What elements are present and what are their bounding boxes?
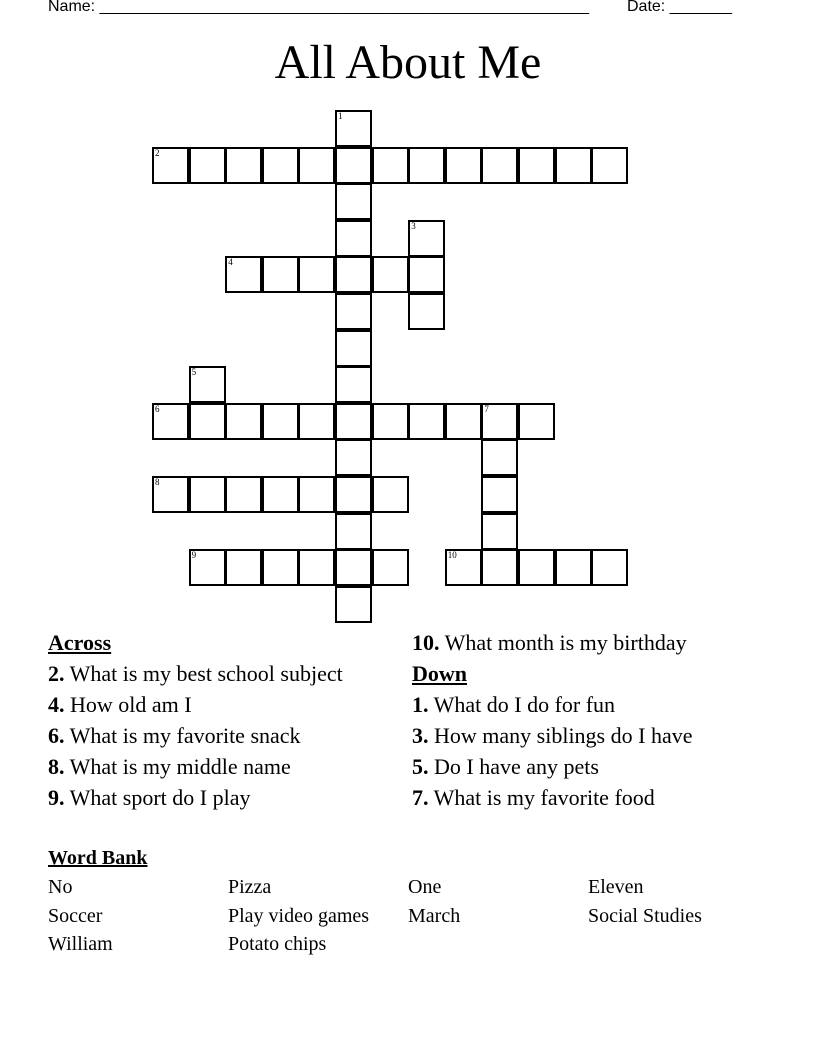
grid-cell[interactable]: [335, 476, 372, 513]
grid-cell[interactable]: [189, 366, 226, 403]
grid-cell[interactable]: [262, 549, 299, 586]
grid-cell[interactable]: [372, 147, 409, 184]
word-bank-item: No: [48, 876, 73, 898]
grid-cell[interactable]: [298, 549, 335, 586]
grid-cell[interactable]: [225, 476, 262, 513]
word-bank-item: Social Studies: [588, 904, 702, 927]
word-bank-item: Pizza: [228, 876, 272, 898]
clue-number: 9.: [48, 785, 65, 810]
clue-column-left: [48, 630, 378, 816]
grid-cell[interactable]: [555, 549, 592, 586]
grid-cell[interactable]: [408, 293, 445, 330]
grid-cell[interactable]: [335, 366, 372, 403]
grid-cell[interactable]: [372, 256, 409, 293]
cell-number: 6: [155, 403, 160, 414]
cell-number: 5: [191, 367, 197, 378]
grid-cell[interactable]: [335, 183, 372, 220]
name-field-label[interactable]: Name: _______________________________________________________: [48, 0, 589, 15]
grid-cell[interactable]: [335, 147, 372, 184]
grid-cell[interactable]: [262, 403, 299, 440]
grid-cell[interactable]: [225, 256, 262, 293]
grid-cell[interactable]: [445, 403, 482, 440]
grid-cell[interactable]: [298, 256, 335, 293]
grid-cell[interactable]: [408, 403, 445, 440]
cell-number: 9: [191, 550, 197, 561]
grid-cell[interactable]: [189, 147, 226, 184]
grid-cell[interactable]: [152, 476, 189, 513]
clue-number: 6.: [48, 723, 65, 748]
grid-cell[interactable]: [335, 513, 372, 550]
word-bank-item: March: [408, 904, 461, 927]
cell-number: 7: [484, 403, 489, 414]
grid-cell[interactable]: [225, 403, 262, 440]
grid-cell[interactable]: [298, 147, 335, 184]
word-bank-heading: Word Bank: [48, 847, 148, 869]
grid-cell[interactable]: [262, 147, 299, 184]
grid-cell[interactable]: [445, 147, 482, 184]
grid-cell[interactable]: [372, 549, 409, 586]
grid-cell[interactable]: [335, 220, 372, 257]
word-bank-item: William: [48, 933, 113, 955]
clue-text: How old am I: [70, 692, 192, 717]
clue-across-10: [412, 630, 752, 655]
grid-cell[interactable]: [298, 403, 335, 440]
grid-cell[interactable]: [152, 403, 189, 440]
word-bank-item: Eleven: [588, 876, 644, 898]
grid-cell[interactable]: [518, 147, 555, 184]
grid-cell[interactable]: [408, 147, 445, 184]
clue-down-1: [412, 692, 752, 717]
clue-text: What sport do I play: [69, 785, 251, 810]
date-field-label[interactable]: Date: _______: [627, 0, 732, 15]
clue-text: How many siblings do I have: [434, 723, 693, 748]
grid-cell[interactable]: [408, 220, 445, 257]
grid-cell[interactable]: [555, 147, 592, 184]
grid-cell[interactable]: [335, 293, 372, 330]
grid-cell[interactable]: [262, 256, 299, 293]
cell-number: 8: [155, 477, 160, 487]
grid-cell[interactable]: [372, 403, 409, 440]
grid-cell[interactable]: [189, 403, 226, 440]
clue-text: What month is my birthday: [444, 630, 687, 655]
clue-number: 3.: [412, 723, 429, 748]
clue-number: 5.: [412, 754, 429, 779]
cell-number: 3: [411, 220, 416, 231]
grid-cell[interactable]: [481, 439, 518, 476]
grid-cell[interactable]: [225, 549, 262, 586]
across-heading: Across: [48, 630, 112, 655]
word-bank-item: Potato chips: [228, 933, 327, 955]
clue-across-9: [48, 785, 378, 810]
clue-down-3: [412, 723, 752, 748]
cell-number: 1: [338, 111, 343, 121]
grid-cell[interactable]: [591, 147, 628, 184]
clue-across-8: [48, 754, 378, 779]
word-bank-item: Soccer: [48, 904, 103, 927]
clue-text: What is my middle name: [69, 754, 291, 779]
clue-text: What is my favorite snack: [69, 723, 301, 748]
grid-cell[interactable]: [262, 476, 299, 513]
clue-across-6: [48, 723, 378, 748]
word-bank-item: One: [408, 876, 442, 898]
clue-across-2: [48, 661, 378, 686]
clue-number: 1.: [412, 692, 429, 717]
clue-number: 2.: [48, 661, 65, 686]
grid-cell[interactable]: [335, 439, 372, 476]
clue-text: Do I have any pets: [434, 754, 599, 779]
grid-cell[interactable]: [591, 549, 628, 586]
grid-cell[interactable]: [481, 403, 518, 440]
word-bank-item: Play video games: [228, 904, 370, 927]
grid-cell[interactable]: [372, 476, 409, 513]
clue-down-5: [412, 754, 752, 779]
clue-column-right: [412, 630, 752, 816]
grid-cell[interactable]: [481, 549, 518, 586]
grid-cell[interactable]: [481, 513, 518, 550]
grid-cell[interactable]: [518, 403, 555, 440]
grid-cell[interactable]: [335, 330, 372, 367]
down-heading: Down: [412, 661, 468, 686]
clue-text: What is my favorite food: [433, 785, 655, 810]
grid-cell[interactable]: [335, 586, 372, 623]
grid-cell[interactable]: [408, 256, 445, 293]
clue-across-4: [48, 692, 378, 717]
clue-text: What do I do for fun: [433, 692, 616, 717]
clue-text: What is my best school subject: [69, 661, 343, 686]
grid-cell[interactable]: [481, 476, 518, 513]
grid-cell[interactable]: [152, 147, 189, 184]
grid-cell[interactable]: [335, 256, 372, 293]
grid-cell[interactable]: [445, 549, 482, 586]
grid-cell[interactable]: [298, 476, 335, 513]
grid-cell[interactable]: [225, 147, 262, 184]
cell-number: 10: [447, 550, 457, 561]
grid-cell[interactable]: [335, 110, 372, 147]
cell-number: 4: [228, 257, 233, 268]
page-title: All About Me: [274, 36, 542, 89]
clue-number: 10.: [412, 630, 440, 655]
grid-cell[interactable]: [335, 403, 372, 440]
grid-cell[interactable]: [189, 549, 226, 586]
grid-cell[interactable]: [481, 147, 518, 184]
grid-cell[interactable]: [189, 476, 226, 513]
grid-cell[interactable]: [518, 549, 555, 586]
clue-number: 8.: [48, 754, 65, 779]
cell-number: 2: [155, 147, 160, 158]
clue-number: 4.: [48, 692, 65, 717]
clue-number: 7.: [412, 785, 429, 810]
clue-down-7: [412, 785, 752, 810]
grid-cell[interactable]: [335, 549, 372, 586]
